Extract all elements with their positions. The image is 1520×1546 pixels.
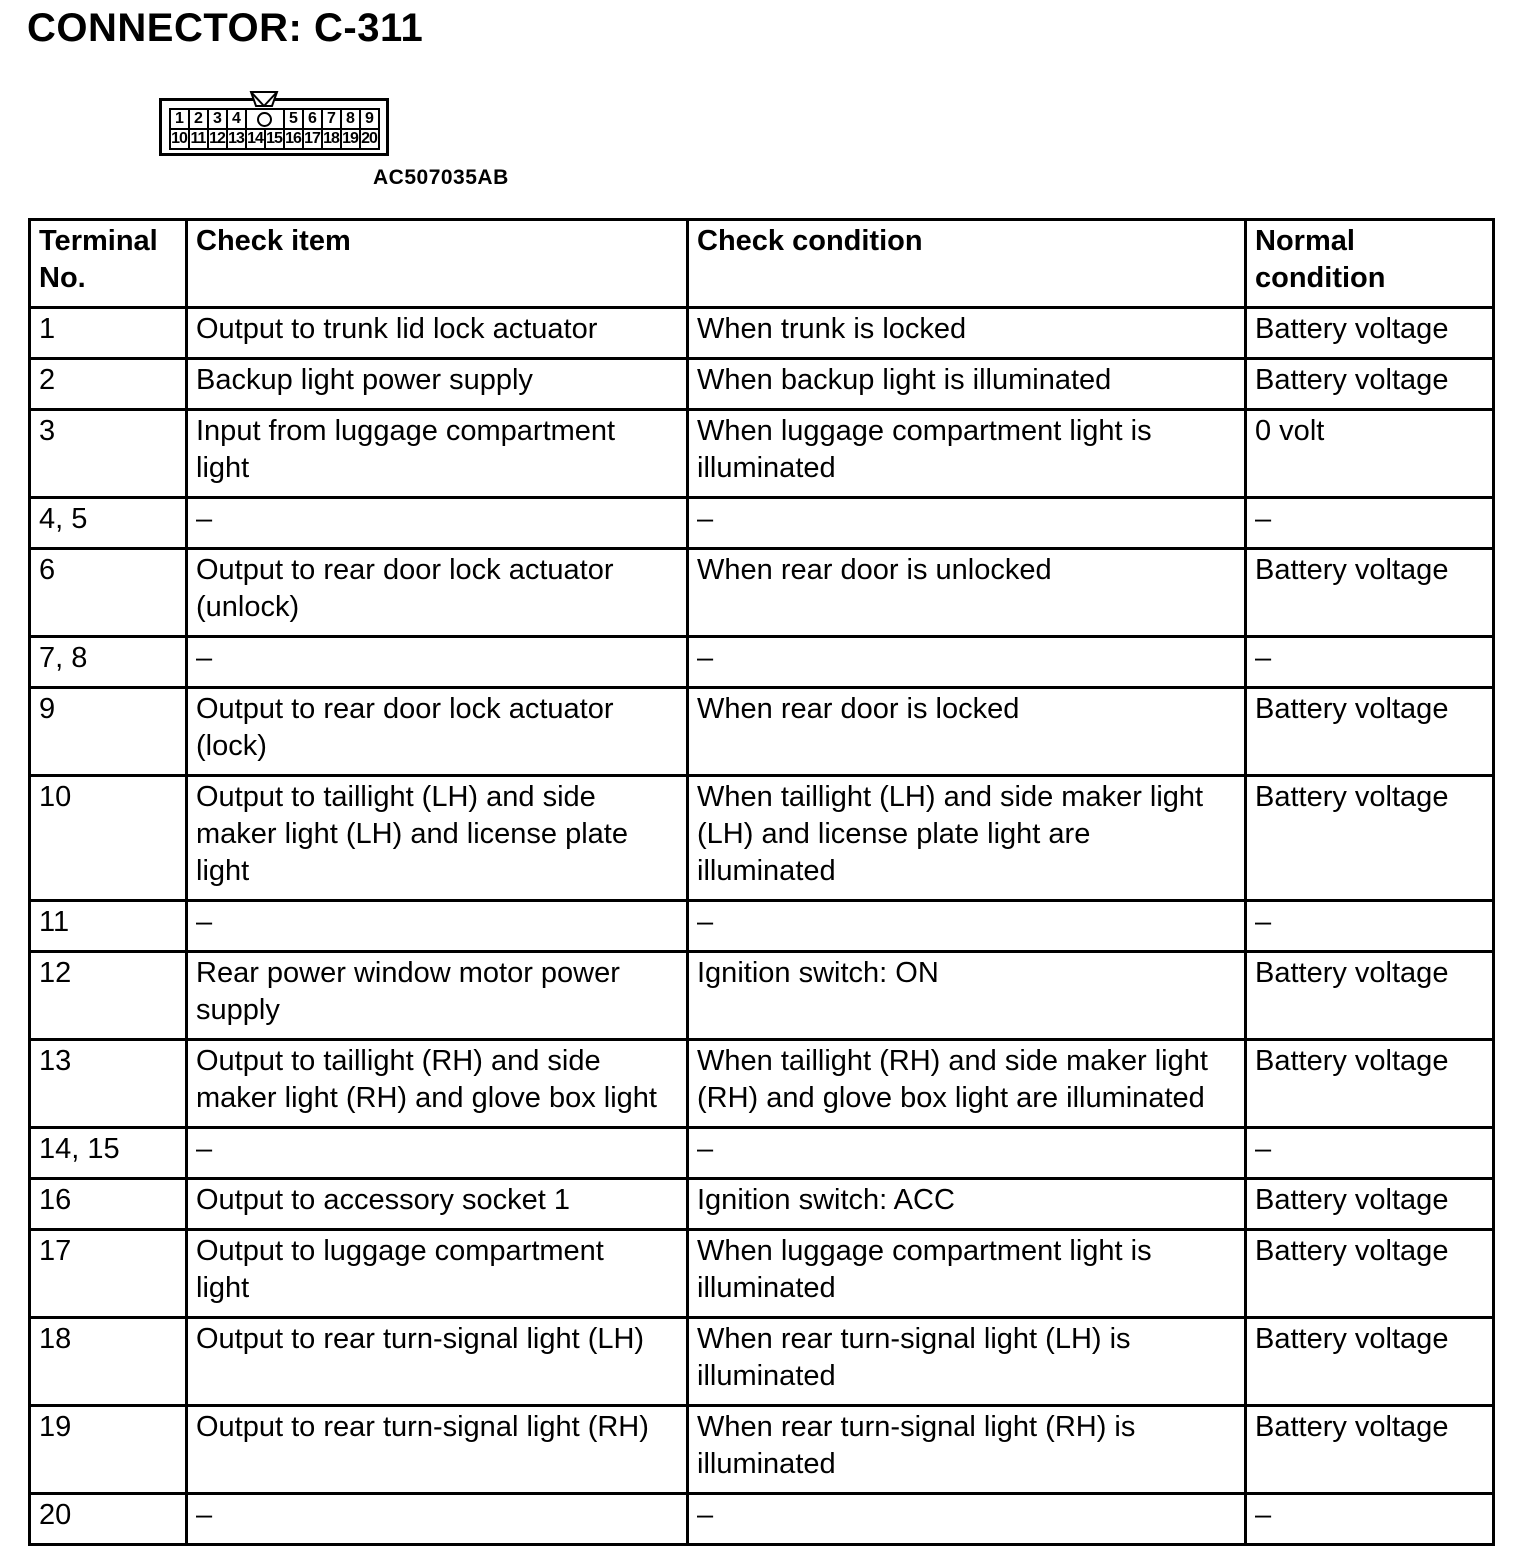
normal-condition-cell: Battery voltage <box>1246 688 1494 776</box>
normal-condition-cell: – <box>1246 637 1494 688</box>
pin-row-top <box>170 109 379 129</box>
pin-12: 12 <box>209 130 225 147</box>
pin-5: 5 <box>284 109 303 129</box>
pin-6: 6 <box>303 109 322 129</box>
check-condition-cell: When trunk is locked <box>688 308 1246 359</box>
pin-3: 3 <box>208 109 227 129</box>
table-row <box>30 549 1494 637</box>
check-item-cell: Backup light power supply <box>187 359 688 410</box>
normal-condition-cell: 0 volt <box>1246 410 1494 498</box>
normal-condition-cell: Battery voltage <box>1246 549 1494 637</box>
table-row <box>30 1128 1494 1179</box>
pin-18: 18 <box>323 130 339 147</box>
table-row <box>30 308 1494 359</box>
check-condition-cell: When rear turn-signal light (RH) is illuminated <box>688 1406 1246 1494</box>
terminal-no-cell: 4, 5 <box>30 498 187 549</box>
normal-condition-cell: – <box>1246 498 1494 549</box>
check-item-cell: Output to rear turn-signal light (RH) <box>187 1406 688 1494</box>
connector-key-tab-icon <box>250 91 278 108</box>
header-check-item: Check item <box>187 220 688 308</box>
connector-pinout-diagram <box>159 98 389 156</box>
check-condition-cell: When rear turn-signal light (LH) is illuminated <box>688 1318 1246 1406</box>
check-item-cell: Output to rear door lock actuator (lock) <box>187 688 688 776</box>
table-row <box>30 498 1494 549</box>
check-condition-cell: – <box>688 637 1246 688</box>
check-item-cell: Output to trunk lid lock actuator <box>187 308 688 359</box>
check-item-cell: Output to taillight (LH) and side maker light (LH) and license plate light <box>187 776 688 901</box>
table-row <box>30 1494 1494 1545</box>
table-header-row <box>30 220 1494 308</box>
terminal-no-cell: 19 <box>30 1406 187 1494</box>
check-item-cell: Output to rear door lock actuator (unlock) <box>187 549 688 637</box>
normal-condition-cell: Battery voltage <box>1246 1230 1494 1318</box>
table-row <box>30 1318 1494 1406</box>
pin-1: 1 <box>170 109 189 129</box>
normal-condition-cell: Battery voltage <box>1246 952 1494 1040</box>
check-item-cell: – <box>187 1494 688 1545</box>
terminal-no-cell: 7, 8 <box>30 637 187 688</box>
terminal-no-cell: 11 <box>30 901 187 952</box>
terminal-no-cell: 6 <box>30 549 187 637</box>
check-condition-cell: When taillight (RH) and side maker light (RH) and glove box light are illuminated <box>688 1040 1246 1128</box>
normal-condition-cell: – <box>1246 901 1494 952</box>
check-item-cell: – <box>187 637 688 688</box>
check-condition-cell: Ignition switch: ACC <box>688 1179 1246 1230</box>
header-normal-condition: Normal condition <box>1246 220 1494 308</box>
check-condition-cell: When luggage compartment light is illuminated <box>688 1230 1246 1318</box>
check-condition-cell: – <box>688 901 1246 952</box>
table-row <box>30 410 1494 498</box>
check-item-cell: – <box>187 498 688 549</box>
page-title: CONNECTOR: C-311 <box>27 6 424 50</box>
pin-20: 20 <box>361 130 377 147</box>
pin-10: 10 <box>171 130 187 147</box>
check-condition-cell: When backup light is illuminated <box>688 359 1246 410</box>
header-terminal-no: Terminal No. <box>30 220 187 308</box>
pin-7: 7 <box>322 109 341 129</box>
check-condition-cell: When luggage compartment light is illuminated <box>688 410 1246 498</box>
normal-condition-cell: Battery voltage <box>1246 1406 1494 1494</box>
terminal-no-cell: 18 <box>30 1318 187 1406</box>
pin-9: 9 <box>360 109 379 129</box>
terminal-no-cell: 3 <box>30 410 187 498</box>
table-row <box>30 1040 1494 1128</box>
pin-19: 19 <box>342 130 358 147</box>
terminal-no-cell: 17 <box>30 1230 187 1318</box>
check-condition-cell: When rear door is unlocked <box>688 549 1246 637</box>
check-item-cell: – <box>187 901 688 952</box>
table-row <box>30 359 1494 410</box>
check-item-cell: Output to luggage compartment light <box>187 1230 688 1318</box>
terminal-no-cell: 12 <box>30 952 187 1040</box>
check-condition-cell: – <box>688 498 1246 549</box>
check-condition-cell: When taillight (LH) and side maker light (LH) and license plate light are illuminated <box>688 776 1246 901</box>
terminal-check-table <box>28 218 1495 1546</box>
terminal-no-cell: 2 <box>30 359 187 410</box>
normal-condition-cell: Battery voltage <box>1246 1318 1494 1406</box>
check-item-cell: Output to accessory socket 1 <box>187 1179 688 1230</box>
check-item-cell: Output to taillight (RH) and side maker light (RH) and glove box light <box>187 1040 688 1128</box>
check-item-cell: – <box>187 1128 688 1179</box>
terminal-no-cell: 20 <box>30 1494 187 1545</box>
normal-condition-cell: Battery voltage <box>1246 1179 1494 1230</box>
table-row <box>30 1179 1494 1230</box>
pin-8: 8 <box>341 109 360 129</box>
terminal-no-cell: 1 <box>30 308 187 359</box>
pin-2: 2 <box>189 109 208 129</box>
circle-keyway-icon <box>257 112 272 127</box>
pin-16: 16 <box>285 130 301 147</box>
check-condition-cell: Ignition switch: ON <box>688 952 1246 1040</box>
check-condition-cell: – <box>688 1494 1246 1545</box>
pin-row-bottom <box>170 129 379 149</box>
pin-4: 4 <box>227 109 246 129</box>
check-condition-cell: When rear door is locked <box>688 688 1246 776</box>
table-row <box>30 1406 1494 1494</box>
normal-condition-cell: – <box>1246 1494 1494 1545</box>
table-row <box>30 1230 1494 1318</box>
connector-pin-grid <box>169 108 380 150</box>
table-row <box>30 637 1494 688</box>
check-item-cell: Input from luggage compartment light <box>187 410 688 498</box>
pin-14: 14 <box>247 130 263 147</box>
terminal-no-cell: 13 <box>30 1040 187 1128</box>
table-row <box>30 901 1494 952</box>
header-check-condition: Check condition <box>688 220 1246 308</box>
table-row <box>30 952 1494 1040</box>
table-row <box>30 688 1494 776</box>
terminal-no-cell: 16 <box>30 1179 187 1230</box>
check-item-cell: Rear power window motor power supply <box>187 952 688 1040</box>
figure-code-label: AC507035AB <box>373 166 509 189</box>
keyway-cell <box>246 109 284 129</box>
normal-condition-cell: Battery voltage <box>1246 776 1494 901</box>
terminal-no-cell: 14, 15 <box>30 1128 187 1179</box>
check-condition-cell: – <box>688 1128 1246 1179</box>
normal-condition-cell: Battery voltage <box>1246 308 1494 359</box>
pin-17: 17 <box>304 130 320 147</box>
pin-13: 13 <box>228 130 244 147</box>
check-item-cell: Output to rear turn-signal light (LH) <box>187 1318 688 1406</box>
normal-condition-cell: Battery voltage <box>1246 359 1494 410</box>
table-row <box>30 776 1494 901</box>
terminal-no-cell: 10 <box>30 776 187 901</box>
pin-15: 15 <box>266 130 282 147</box>
pin-11: 11 <box>189 129 208 149</box>
terminal-no-cell: 9 <box>30 688 187 776</box>
normal-condition-cell: Battery voltage <box>1246 1040 1494 1128</box>
normal-condition-cell: – <box>1246 1128 1494 1179</box>
